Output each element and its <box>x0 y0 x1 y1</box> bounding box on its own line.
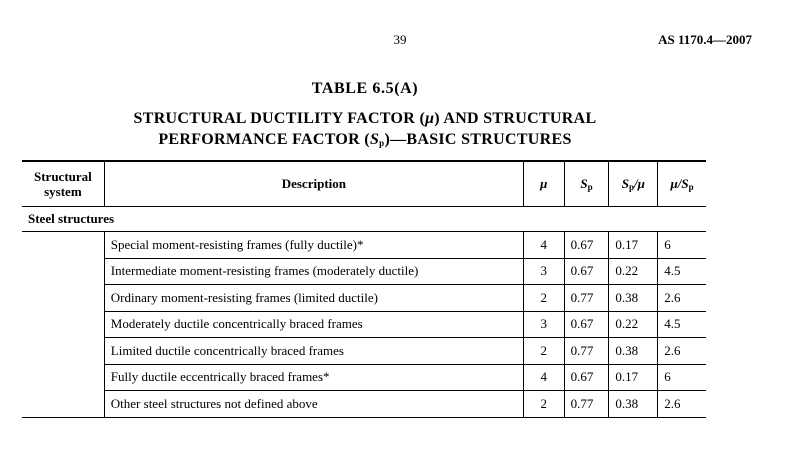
table-row <box>22 338 706 365</box>
sp-cell: 0.67 <box>564 258 609 285</box>
mu-cell: 3 <box>523 258 564 285</box>
sp-over-mu-cell: 0.38 <box>609 285 658 312</box>
description-cell: Limited ductile concentrically braced frames <box>104 338 523 365</box>
group-label: Steel structures <box>22 207 706 232</box>
mu-over-sp-cell: 6 <box>658 364 706 391</box>
ductility-factor-table <box>22 160 706 418</box>
structural-system-cell <box>22 338 104 365</box>
structural-system-cell <box>22 311 104 338</box>
mu-cell: 3 <box>523 311 564 338</box>
mu-over-sp-cell: 2.6 <box>658 285 706 312</box>
table-header-row <box>22 161 706 207</box>
table-row <box>22 258 706 285</box>
description-cell: Other steel structures not defined above <box>104 391 523 418</box>
sp-cell: 0.77 <box>564 391 609 418</box>
mu-cell: 4 <box>523 232 564 259</box>
mu-cell: 4 <box>523 364 564 391</box>
sp-cell: 0.67 <box>564 232 609 259</box>
sp-over-mu-cell: 0.17 <box>609 232 658 259</box>
sp-cell: 0.67 <box>564 364 609 391</box>
table-row <box>22 232 706 259</box>
mu-over-sp-cell: 4.5 <box>658 311 706 338</box>
mu-cell: 2 <box>523 338 564 365</box>
structural-system-cell <box>22 364 104 391</box>
structural-system-cell <box>22 391 104 418</box>
table-row <box>22 311 706 338</box>
table-number: TABLE 6.5(A) <box>311 80 419 97</box>
standard-identifier: AS 1170.4—2007 <box>658 32 752 47</box>
table-title-line-2: PERFORMANCE FACTOR $(S_p)—BASIC$ STRUCTURES <box>158 131 572 148</box>
column-header-structural-system: Structural system <box>22 161 104 207</box>
mu-cell: 2 <box>523 391 564 418</box>
description-cell: Special moment-resisting frames (fully ductile)* <box>104 232 523 259</box>
mu-cell: 2 <box>523 285 564 312</box>
description-cell: Intermediate moment-resisting frames (moderately ductile) <box>104 258 523 285</box>
table-row <box>22 285 706 312</box>
mu-over-sp-cell: 6 <box>658 232 706 259</box>
sp-over-mu-cell: 0.38 <box>609 391 658 418</box>
sp-over-mu-cell: 0.38 <box>609 338 658 365</box>
description-cell: Ordinary moment-resisting frames (limited ductile) <box>104 285 523 312</box>
sp-cell: 0.77 <box>564 285 609 312</box>
column-header-sp: $S_p$ <box>564 161 609 207</box>
mu-over-sp-cell: 2.6 <box>658 338 706 365</box>
column-header-mu: μ <box>523 161 564 207</box>
column-header-mu-over-sp: $\mu/S_p$ <box>658 161 706 207</box>
column-header-description: Description <box>104 161 523 207</box>
sp-over-mu-cell: 0.22 <box>609 311 658 338</box>
structural-system-cell <box>22 285 104 312</box>
mu-over-sp-cell: 4.5 <box>658 258 706 285</box>
page-number: 39 <box>393 32 407 47</box>
table-title <box>0 108 730 154</box>
table-row <box>22 391 706 418</box>
table-row <box>22 364 706 391</box>
table-title-line-1: STRUCTURAL DUCTILITY FACTOR (μ) AND STRUCTURAL <box>133 110 597 127</box>
sp-cell: 0.77 <box>564 338 609 365</box>
description-cell: Fully ductile eccentrically braced frames* <box>104 364 523 391</box>
structural-system-cell <box>22 232 104 259</box>
sp-over-mu-cell: 0.22 <box>609 258 658 285</box>
sp-cell: 0.67 <box>564 311 609 338</box>
group-row-steel-structures <box>22 207 706 232</box>
sp-over-mu-cell: 0.17 <box>609 364 658 391</box>
column-header-sp-over-mu: $S_p/\mu$ <box>609 161 658 207</box>
mu-over-sp-cell: 2.6 <box>658 391 706 418</box>
description-cell: Moderately ductile concentrically braced frames <box>104 311 523 338</box>
structural-system-cell <box>22 258 104 285</box>
